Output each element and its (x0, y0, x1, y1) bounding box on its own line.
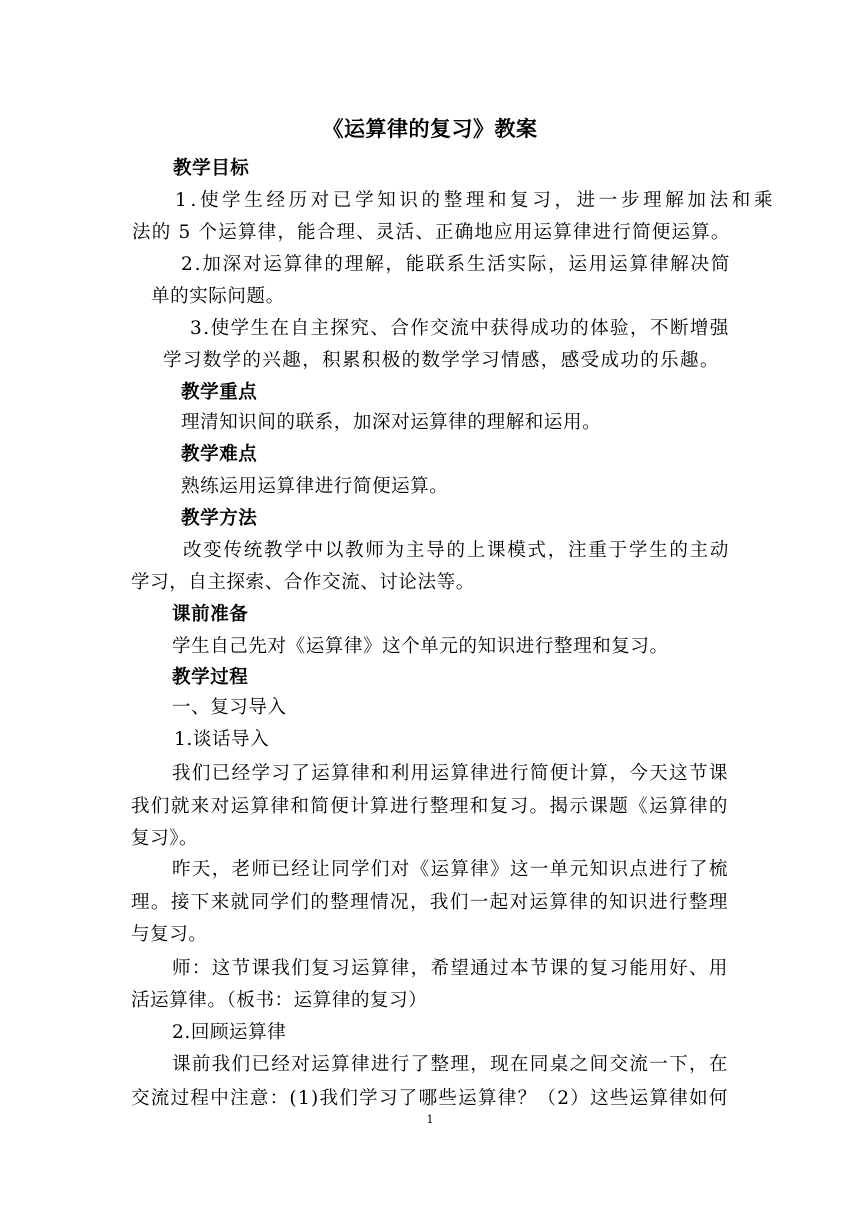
section-heading: 课前准备 (172, 604, 249, 625)
paragraph-line: 课前我们已经对运算律进行了整理，现在同桌之间交流一下，在 (172, 1054, 729, 1075)
paragraph-line: 2.加深对运算律的理解，能联系生活实际，运用运算律解决简 (181, 254, 732, 275)
paragraph-line: 熟练运用运算律进行简便运算。 (181, 476, 449, 497)
section-heading: 教学难点 (181, 444, 258, 465)
paragraph-line: 1.谈话导入 (174, 729, 270, 750)
page-number: 1 (426, 1113, 434, 1126)
section-heading: 教学重点 (181, 382, 258, 403)
paragraph-line: 活运算律。（板书：运算律的复习） (131, 990, 428, 1011)
paragraph-line: 一、复习导入 (172, 697, 287, 718)
section-heading: 教学过程 (172, 667, 249, 688)
paragraph-line: 我们已经学习了运算律和利用运算律进行简便计算，今天这节课 (172, 763, 729, 784)
section-heading: 教学方法 (181, 508, 258, 529)
paragraph-line: 与复习。 (131, 924, 208, 945)
paragraph-line: 我们就来对运算律和简便计算进行整理和复习。揭示课题《运算律的 (131, 796, 729, 817)
paragraph-line: 交流过程中注意：(1)我们学习了哪些运算律？（2）这些运算律如何 (131, 1088, 729, 1109)
paragraph-line: 理。接下来就同学们的整理情况，我们一起对运算律的知识进行整理 (131, 892, 729, 913)
section-heading: 教学目标 (173, 158, 250, 179)
paragraph-line: 2.回顾运算律 (172, 1022, 287, 1043)
paragraph-line: 学习，自主探索、合作交流、讨论法等。 (131, 572, 475, 593)
paragraph-line: 复习》。 (131, 828, 199, 849)
paragraph-line: 学生自己先对《运算律》这个单元的知识进行整理和复习。 (172, 636, 669, 657)
paragraph-line: 师：这节课我们复习运算律，希望通过本节课的复习能用好、用 (172, 958, 729, 979)
paragraph-line: 学习数学的兴趣，积累积极的数学学习情感，感受成功的乐趣。 (163, 350, 720, 371)
paragraph-line: 单的实际问题。 (151, 286, 285, 307)
paragraph-line: 1.使学生经历对已学知识的整理和复习，进一步理解加法和乘 (175, 190, 777, 211)
paragraph-line: 理清知识间的联系，加深对运算律的理解和运用。 (181, 412, 602, 433)
document-title: 《运算律的复习》教案 (322, 117, 538, 141)
paragraph-line: 法的 5 个运算律，能合理、灵活、正确地应用运算律进行简便运算。 (132, 222, 731, 243)
paragraph-line: 3.使学生在自主探究、合作交流中获得成功的体验，不断增强 (190, 318, 730, 339)
paragraph-line: 昨天，老师已经让同学们对《运算律》这一单元知识点进行了梳 (172, 859, 729, 880)
paragraph-line: 改变传统教学中以教师为主导的上课模式，注重于学生的主动 (183, 540, 731, 561)
